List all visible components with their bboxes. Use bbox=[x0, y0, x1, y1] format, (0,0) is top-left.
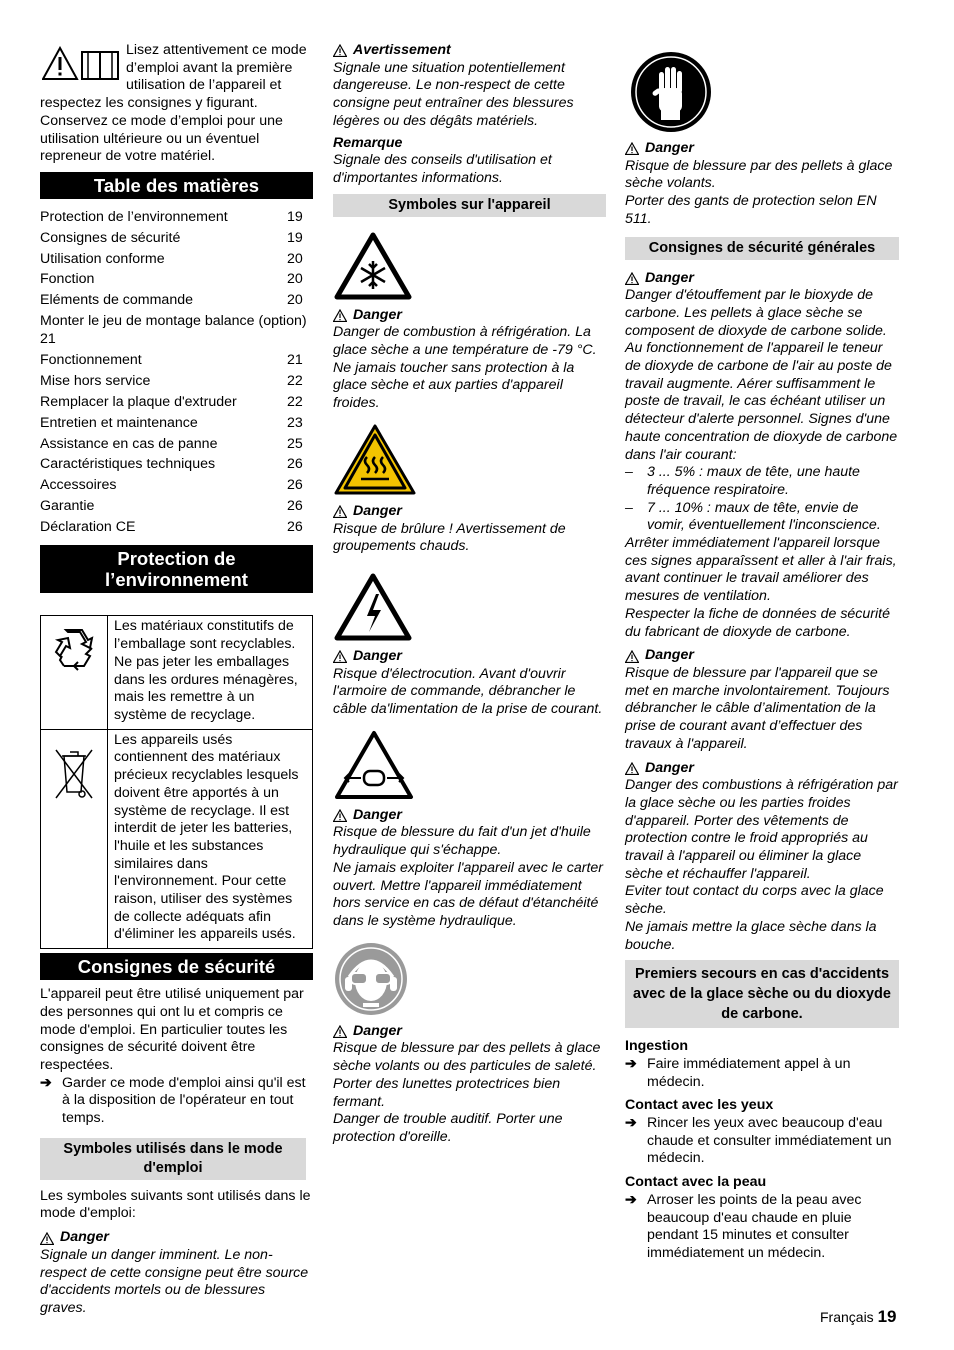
toc-item-page: 20 bbox=[287, 250, 303, 267]
danger-heading bbox=[333, 807, 606, 825]
general-danger1-after: Arrêter immédiatement l'appareil lorsque ces signes apparaîssent et aller à l'air frais, avant continuer le travail améliorer des mesures de ventilation. Respecter la fiche de données de sécurité du fabricant de dioxyde de carbone. bbox=[625, 535, 897, 640]
note-label: Remarque bbox=[333, 134, 403, 151]
toc-item-label: Monter le jeu de montage balance (option) 21 bbox=[40, 312, 307, 347]
toc-title: Table des matières bbox=[40, 172, 313, 199]
env-row-recycling bbox=[41, 616, 313, 729]
toc-item-label: Consignes de sécurité bbox=[40, 229, 181, 246]
toc-item-label: Accessoires bbox=[40, 477, 117, 494]
toc-item-label: Assistance en cas de panne bbox=[40, 435, 218, 452]
danger-label: Danger bbox=[60, 1229, 109, 1246]
danger-heading bbox=[333, 1023, 606, 1041]
env-title: Protection de l’environnement bbox=[40, 545, 313, 593]
warning-triangle-icon bbox=[333, 809, 347, 822]
recycling-icon bbox=[48, 624, 100, 676]
danger-heading bbox=[333, 648, 606, 666]
warning-heading bbox=[333, 42, 606, 60]
goggles-text: Risque de blessure par des pellets à glace sèche volants ou des particules de saleté. Porter des lunettes protectrices bien fermant. Danger de trouble auditif. Porter une protection d'oreille. bbox=[333, 1040, 601, 1145]
device-symbol-goggles bbox=[333, 941, 606, 1147]
toc-item[interactable] bbox=[40, 517, 313, 538]
ingestion-item bbox=[625, 1056, 899, 1091]
toc-item-page: 26 bbox=[287, 497, 303, 514]
toc-item-label: Fonctionnement bbox=[40, 352, 142, 369]
env-row-recycling-text: Les matériaux constitutifs de l’emballage sont recyclables. Ne pas jeter les emballages dans les ordures ménagères, mais les remettre à un système de recyclage. bbox=[108, 616, 313, 729]
toc-item-page: 26 bbox=[287, 456, 303, 473]
arrow-icon: ➔ bbox=[625, 1055, 637, 1072]
ingestion-title: Ingestion bbox=[625, 1038, 689, 1055]
toc-item-label: Fonction bbox=[40, 271, 95, 288]
danger-heading bbox=[333, 307, 606, 325]
toc-item[interactable] bbox=[40, 290, 313, 311]
toc-item[interactable] bbox=[40, 207, 313, 228]
danger-label: Danger bbox=[353, 1022, 402, 1039]
page-number: 19 bbox=[877, 1307, 897, 1326]
danger-label: Danger bbox=[353, 806, 402, 823]
toc-item-label: Protection de l’environnement bbox=[40, 208, 228, 225]
warning-triangle-icon bbox=[333, 505, 347, 518]
danger-label: Danger bbox=[353, 502, 402, 519]
toc-item[interactable] bbox=[40, 311, 313, 350]
toc-item-label: Garantie bbox=[40, 497, 95, 514]
page-footer bbox=[820, 1308, 897, 1327]
toc-item[interactable] bbox=[40, 350, 313, 371]
toc-item[interactable] bbox=[40, 413, 313, 434]
toc-item-label: Eléments de commande bbox=[40, 292, 193, 309]
dash-item: – 3 ... 5% : maux de tête, une haute fréquence respiratoire. bbox=[625, 464, 899, 499]
warning-triangle-icon bbox=[40, 1232, 54, 1245]
danger-label: Danger bbox=[645, 269, 694, 286]
general-danger1-text: Danger d'étouffement par le bioxyde de carbone. Les pellets à glace sèche se composent de dioxyde de carbone solide. Au fonctionnement de l'appareil le teneur de dioxyde de carbone de l'air au poste de travail augmente. Aérer suffisamment le poste de travail, le cas échéant utiliser un détecteur d'alerte personnel. Signes d'une haute concentration de dioxyde de carbone dans l'air courant: bbox=[625, 287, 898, 463]
arrow-icon: ➔ bbox=[625, 1115, 637, 1132]
toc-item-page: 20 bbox=[287, 271, 303, 288]
toc-item[interactable] bbox=[40, 392, 313, 413]
toc-item-page: 21 bbox=[287, 352, 303, 369]
device-symbols-title: Symboles sur l'appareil bbox=[333, 194, 606, 217]
toc-item-label: Entretien et maintenance bbox=[40, 414, 198, 431]
skin-title: Contact avec la peau bbox=[625, 1174, 767, 1191]
dash-item-text: 7 ... 10% : maux de tête, envie de vomir, éventuellement l'inconscience. bbox=[647, 499, 881, 534]
danger-text: Signale un danger imminent. Le non-respect de cette consigne peut être source d'accidents mortels ou de blessures graves. bbox=[40, 1246, 309, 1316]
warning-triangle-icon bbox=[333, 44, 347, 57]
dash-item: – 7 ... 10% : maux de tête, envie de vomir, éventuellement l'inconscience. bbox=[625, 500, 899, 535]
column-2 bbox=[333, 42, 606, 1147]
arrow-icon: ➔ bbox=[40, 1074, 52, 1091]
toc-item-label: Déclaration CE bbox=[40, 518, 136, 535]
device-symbol-cold bbox=[333, 231, 606, 413]
intro-text: Lisez attentivement ce mode d’emploi avant la première utilisation de l’appareil et respectez les consignes y figurant. Conservez ce mode d’emploi pour une utilisation ultérieure ou un éventuel repreneur de votre matériel. bbox=[40, 42, 307, 165]
cold-hazard-text: Danger de combustion à réfrigération. La glace sèche a une température de -79 °C. Ne jamais toucher sans protection à la glace sèche et aux parties d'appareil froides. bbox=[333, 324, 597, 412]
warning-read-manual-icon bbox=[42, 46, 120, 82]
general-title: Consignes de sécurité générales bbox=[625, 237, 899, 260]
symbols-intro: Les symboles suivants sont utilisés dans le mode d'emploi: bbox=[40, 1187, 311, 1222]
toc-item[interactable] bbox=[40, 475, 313, 496]
gloves-text: Risque de blessure par des pellets à glace sèche volants. Porter des gants de protection selon EN 511. bbox=[625, 157, 893, 227]
toc-item[interactable] bbox=[40, 228, 313, 249]
dash-item-text: 3 ... 5% : maux de tête, une haute fréquence respiratoire. bbox=[647, 464, 860, 498]
warning-triangle-icon bbox=[333, 309, 347, 322]
eyes-text: Rincer les yeux avec beaucoup d'eau chaude et consulter immédiatement un médecin. bbox=[647, 1115, 892, 1167]
hydraulic-hazard-icon bbox=[333, 729, 415, 801]
first-aid-title: Premiers secours en cas d'accidents avec de la glace sèche ou du dioxyde de carbone. bbox=[625, 960, 899, 1028]
skin-item bbox=[625, 1192, 899, 1263]
warning-triangle-icon bbox=[625, 762, 639, 775]
cold-hazard-icon bbox=[333, 231, 413, 301]
danger-heading bbox=[625, 140, 899, 158]
toc-item-page: 23 bbox=[287, 414, 303, 431]
symbols-title: Symboles utilisés dans le mode d'emploi bbox=[40, 1138, 306, 1180]
arrow-icon: ➔ bbox=[625, 1191, 637, 1208]
toc-item-page: 26 bbox=[287, 518, 303, 535]
toc-item[interactable] bbox=[40, 371, 313, 392]
warning-text: Signale une situation potentiellement dangereuse. Le non-respect de cette consigne peut entraîner des blessures légères ou des dégâts matériels. bbox=[333, 59, 574, 129]
danger-heading bbox=[625, 647, 899, 665]
goggles-earmuffs-icon bbox=[333, 941, 409, 1017]
danger-label: Danger bbox=[645, 140, 694, 156]
toc-item-label: Remplacer la plaque d'extruder bbox=[40, 393, 237, 410]
toc-item[interactable] bbox=[40, 496, 313, 517]
toc-item-page: 19 bbox=[287, 229, 303, 246]
danger-heading bbox=[625, 270, 899, 288]
toc-list bbox=[40, 207, 313, 538]
device-symbol-hydraulic bbox=[333, 729, 606, 931]
column-1 bbox=[40, 42, 313, 1318]
warning-triangle-icon bbox=[625, 650, 639, 663]
danger-heading bbox=[625, 760, 899, 778]
warning-triangle-icon bbox=[625, 272, 639, 285]
danger-label: Danger bbox=[353, 306, 402, 323]
intro-block bbox=[40, 42, 313, 166]
toc-item-page: 26 bbox=[287, 477, 303, 494]
danger-heading bbox=[40, 1229, 313, 1247]
note-text: Signale des conseils d'utilisation et d'importantes informations. bbox=[333, 152, 552, 186]
crossed-bin-icon bbox=[52, 746, 96, 802]
hydraulic-hazard-text: Risque de blessure du fait d'un jet d'huile hydraulique qui s'échappe. Ne jamais exploiter l'appareil avec le carter ouvert. Mettre l'appareil immédiatement hors service en cas de défaut d'étanchéité dans le système hydraulique. bbox=[333, 824, 604, 929]
electric-hazard-icon bbox=[333, 572, 413, 642]
hot-surface-icon bbox=[333, 423, 417, 497]
danger-label: Danger bbox=[353, 647, 402, 664]
column-3 bbox=[625, 42, 899, 1263]
toc-item-page: 22 bbox=[287, 393, 303, 410]
skin-text: Arroser les points de la peau avec beaucoup d'eau chaude en pluie pendant 15 minutes et consulter immédiatement un médecin. bbox=[647, 1191, 862, 1261]
eyes-item bbox=[625, 1115, 899, 1168]
safety-arrow-item bbox=[40, 1075, 313, 1128]
general-danger2-text: Risque de blessure par l'appareil que se met en marche involontairement. Toujours débrancher le câble d’alimentation de la prise de courant avant d’effectuer des travaux à l'appareil. bbox=[625, 664, 890, 752]
env-row-weee bbox=[41, 729, 313, 948]
toc-item-page: 20 bbox=[287, 292, 303, 309]
toc-item[interactable] bbox=[40, 434, 313, 455]
toc-item[interactable] bbox=[40, 454, 313, 475]
toc-item-page: 25 bbox=[287, 435, 303, 452]
toc-item-label: Utilisation conforme bbox=[40, 250, 165, 267]
gloves-icon bbox=[629, 50, 713, 134]
device-symbol-hot bbox=[333, 423, 606, 556]
env-row-weee-text: Les appareils usés contiennent des matériaux précieux recyclables lesquels doivent être apportés à un système de recyclage. Il est interdit de jeter les batteries, l'huile et les substances similaires dans l'environnement. Pour cette raison, utiliser des systèmes de collecte adéquats afin d'éliminer les appareils usés. bbox=[108, 729, 313, 948]
eyes-title: Contact avec les yeux bbox=[625, 1097, 774, 1114]
toc-item-label: Caractéristiques techniques bbox=[40, 456, 216, 473]
safety-intro: L'appareil peut être utilisé uniquement par des personnes qui ont lu et compris ce mode d'emploi. En particulier toutes les consignes de sécurité doivent être respectées. bbox=[40, 986, 304, 1073]
toc-item[interactable] bbox=[40, 269, 313, 290]
danger-label: Danger bbox=[645, 759, 694, 776]
danger-heading bbox=[333, 503, 606, 521]
ingestion-text: Faire immédiatement appel à un médecin. bbox=[647, 1055, 851, 1090]
device-symbol-gloves bbox=[625, 50, 899, 229]
toc-item-label: Mise hors service bbox=[40, 373, 151, 390]
general-danger3-text: Danger des combustions à réfrigération par la glace sèche ou les parties froides d'appareil. Porter des vêtements de protection contre le froid appropriés au travail à l'appareil ou éliminer la glace sèche et réchauffer l'appareil. Eviter tout contact du corps avec la glace sèche. Ne jamais mettre la glace sèche dans la bouche. bbox=[625, 777, 898, 953]
warning-triangle-icon bbox=[625, 142, 639, 155]
safety-title: Consignes de sécurité bbox=[40, 953, 313, 980]
device-symbol-electric bbox=[333, 572, 606, 719]
toc-item-page: 22 bbox=[287, 373, 303, 390]
toc-item-page: 19 bbox=[287, 208, 303, 225]
danger-label: Danger bbox=[645, 647, 694, 664]
toc-item[interactable] bbox=[40, 249, 313, 270]
warning-triangle-icon bbox=[333, 650, 347, 663]
warning-label: Avertissement bbox=[353, 42, 451, 58]
electric-hazard-text: Risque d'électrocution. Avant d'ouvrir l'armoire de commande, débrancher le câble da'limentation de la prise de courant. bbox=[333, 665, 603, 718]
safety-arrow-text: Garder ce mode d'emploi ainsi qu'il est à la disposition de l'opérateur en tout temps. bbox=[62, 1074, 306, 1127]
env-table bbox=[40, 615, 313, 949]
hot-surface-text: Risque de brûlure ! Avertissement de groupements chauds. bbox=[333, 520, 566, 555]
warning-triangle-icon bbox=[333, 1025, 347, 1038]
footer-language: Français bbox=[820, 1309, 874, 1325]
